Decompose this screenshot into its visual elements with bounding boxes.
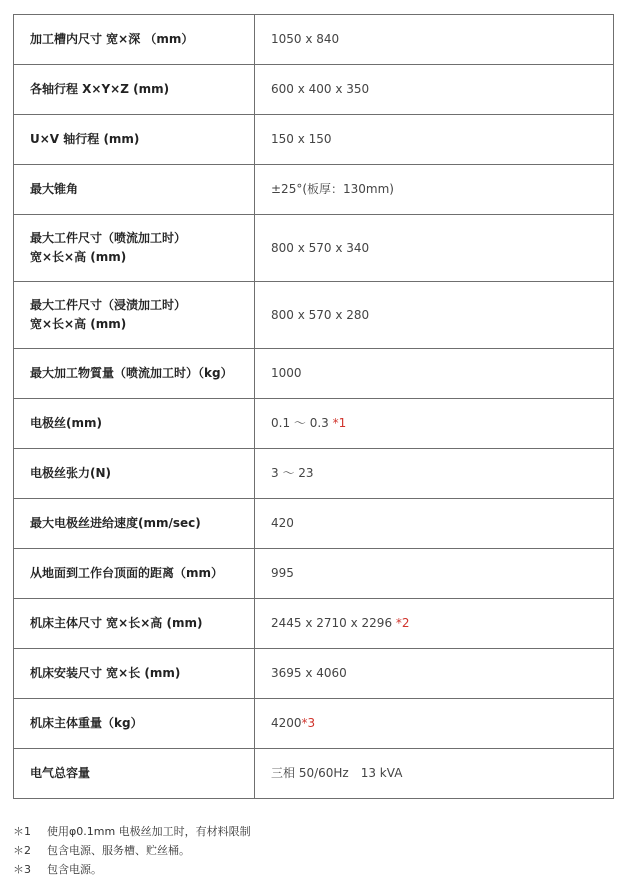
spec-value — [255, 399, 614, 449]
spec-label-line2: 宽×长×高 (mm) — [30, 317, 127, 331]
spec-value: 3 ～ 23 — [255, 449, 614, 499]
spec-label: 各轴行程 X×Y×Z (mm) — [14, 65, 255, 115]
spec-label: 从地面到工作台顶面的距离（mm） — [14, 549, 255, 599]
footnote-mark: ＊3 — [13, 863, 31, 876]
spec-row-wire-tension — [14, 449, 614, 499]
spec-row-tank-size — [14, 15, 614, 65]
footnote-2 — [13, 841, 613, 860]
footnote-1 — [13, 822, 613, 841]
spec-row-machine-weight — [14, 699, 614, 749]
spec-row-wire — [14, 399, 614, 449]
spec-value: 3695 x 4060 — [255, 649, 614, 699]
spec-value-text: 2445 x 2710 x 2296 — [271, 616, 393, 630]
spec-row-workpiece-submerged — [14, 282, 614, 349]
spec-value — [255, 599, 614, 649]
spec-label: 机床主体尺寸 宽×长×高 (mm) — [14, 599, 255, 649]
spec-label: 机床安装尺寸 宽×长 (mm) — [14, 649, 255, 699]
spec-row-wire-feed — [14, 499, 614, 549]
spec-value: 1050 x 840 — [255, 15, 614, 65]
footnote-ref: *3 — [301, 716, 316, 730]
footnote-mark: ＊1 — [13, 825, 31, 838]
spec-value: 420 — [255, 499, 614, 549]
spec-label: 最大电极丝进给速度(mm/sec) — [14, 499, 255, 549]
footnote-ref: *1 — [332, 416, 347, 430]
spec-label — [14, 215, 255, 282]
spec-value-text: 4200 — [271, 716, 302, 730]
spec-row-table-height — [14, 549, 614, 599]
footnote-ref: *2 — [395, 616, 410, 630]
spec-row-install-size — [14, 649, 614, 699]
spec-label — [14, 282, 255, 349]
spec-label: 电极丝(mm) — [14, 399, 255, 449]
footnote-mark: ＊2 — [13, 844, 31, 857]
spec-value: 800 x 570 x 280 — [255, 282, 614, 349]
footnote-text: 包含电源、服务槽、贮丝桶。 — [47, 844, 190, 857]
spec-row-workpiece-flush — [14, 215, 614, 282]
spec-label: 机床主体重量（kg） — [14, 699, 255, 749]
spec-label: 电极丝张力(N) — [14, 449, 255, 499]
spec-label-line1: 最大工件尺寸（浸渍加工时） — [30, 298, 187, 312]
spec-label: 加工槽内尺寸 宽×深 （mm） — [14, 15, 255, 65]
spec-value: 1000 — [255, 349, 614, 399]
footnote-text: 包含电源。 — [47, 863, 102, 876]
spec-row-max-weight — [14, 349, 614, 399]
footnote-text: 使用φ0.1mm 电极丝加工时，有材料限制 — [47, 825, 251, 838]
spec-label: 最大加工物質量（喷流加工时）（kg） — [14, 349, 255, 399]
spec-row-power — [14, 749, 614, 799]
spec-value: 600 x 400 x 350 — [255, 65, 614, 115]
footnote-3 — [13, 860, 613, 879]
spec-row-axis-travel — [14, 65, 614, 115]
footnotes — [13, 822, 613, 879]
spec-label-line2: 宽×长×高 (mm) — [30, 250, 127, 264]
spec-value: 995 — [255, 549, 614, 599]
spec-value: 800 x 570 x 340 — [255, 215, 614, 282]
spec-label: 电气总容量 — [14, 749, 255, 799]
spec-label: 最大锥角 — [14, 165, 255, 215]
spec-table — [13, 14, 614, 799]
spec-value: 150 x 150 — [255, 115, 614, 165]
spec-value: ±25°(板厚：130mm) — [255, 165, 614, 215]
spec-row-uv-travel — [14, 115, 614, 165]
spec-value — [255, 699, 614, 749]
spec-row-taper-angle — [14, 165, 614, 215]
spec-row-machine-size — [14, 599, 614, 649]
spec-label: U×V 轴行程 (mm) — [14, 115, 255, 165]
spec-value-text: 0.1 ～ 0.3 — [271, 416, 329, 430]
spec-value: 三相 50/60Hz 13 kVA — [255, 749, 614, 799]
spec-label-line1: 最大工件尺寸（喷流加工时） — [30, 231, 187, 245]
